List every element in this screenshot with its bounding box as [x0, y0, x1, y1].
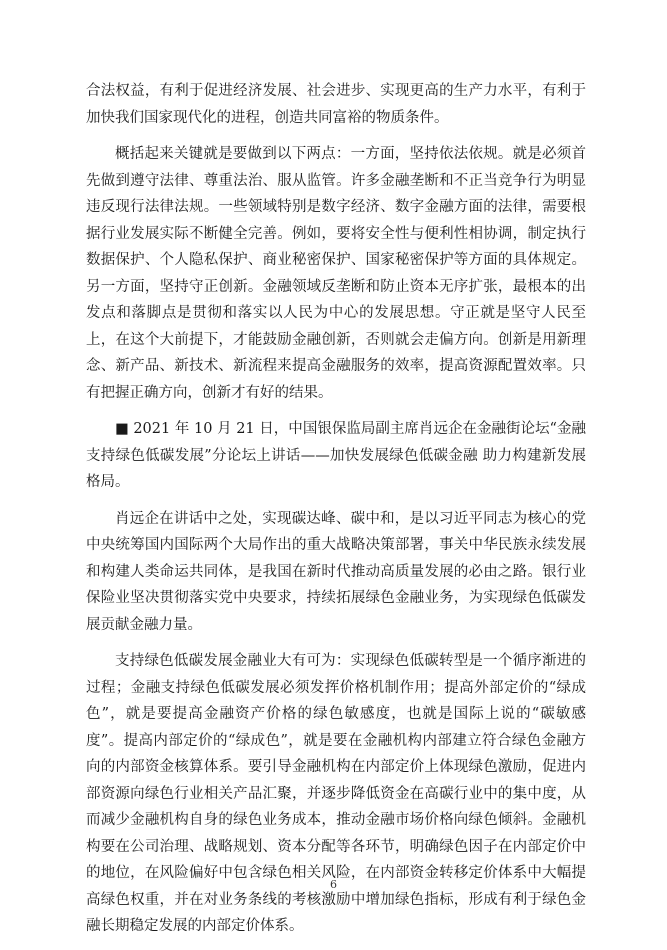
document-body — [86, 78, 586, 950]
page-number: 6 — [330, 878, 337, 891]
paragraph-green-finance: 支持绿色低碳发展金融业大有可为：实现绿色低碳转型是一个循序渐进的过程；金融支持绿色低碳发展必须发挥价格机制作用；提高外部定价的“绿成色”，就是要提高金融资产价格的绿色敏感度，也就是国际上说的“碳敏感度”。提高内部定价的“绿成色”，就是要在金融机构内部建立符合绿色金融方向的内部资金核算体系。要引导金融机构在内部定价上体现绿色激励，促进内部资源向绿色行业相关产品汇聚，并逐步降低资金在高碳行业中的集中度，从而减少金融机构自身的绿色业务成本，推动金融市场价格向绿色倾斜。金融机构要在公司治理、战略规划、资本分配等各环节，明确绿色因子在内部定价中的地位，在风险偏好中包含绿色相关风险，在内部资金转移定价体系中大幅提高绿色权重，并在对业务条线的考核激励中增加绿色指标，形成有利于绿色金融长期稳定发展的内部定价体系。 — [86, 653, 586, 934]
paragraph-continued: 合法权益，有利于促进经济发展、社会进步、实现更高的生产力水平，有利于加快我们国家现代化的进程，创造共同富裕的物质条件。 — [86, 83, 586, 126]
paragraph-speech: 肖远企在讲话中之处，实现碳达峰、碳中和，是以习近平同志为核心的党中央统筹国内国际两个大局作出的重大战略决策部署，事关中华民族永续发展和构建人类命运共同体，是我国在新时代推动高质量发展的必由之路。银行业保险业坚决贯彻落实党中央要求，持续拓展绿色金融业务，为实现绿色低碳发展贡献金融力量。 — [86, 510, 586, 633]
paragraph-news-item: ■ 2021 年 10 月 21 日，中国银保监局副主席肖远企在金融街论坛“金融支持绿色低碳发展”分论坛上讲话——加快发展绿色低碳金融 助力构建新发展格局。 — [86, 421, 586, 490]
paragraph-summary: 概括起来关键就是要做到以下两点：一方面，坚持依法依规。就是必须首先做到遵守法律、尊重法治、服从监管。许多金融垄断和不正当竞争行为明显违反现行法律法规。一些领域特别是数字经济、数字金融方面的法律，需要根据行业发展实际不断健全完善。例如，要将安全性与便利性相协调，制定执行数据保护、个人隐私保护、商业秘密保护、国家秘密保护等方面的具体规定。另一方面，坚持守正创新。金融领域反垄断和防止资本无序扩张，最根本的出发点和落脚点是贯彻和落实以人民为中心的发展思想。守正就是坚守人民至上，在这个大前提下，才能鼓励金融创新，否则就会走偏方向。创新是用新理念、新产品、新技术、新流程来提高金融服务的效率，提高资源配置效率。只有把握正确方向，创新才有好的结果。 — [86, 146, 586, 401]
